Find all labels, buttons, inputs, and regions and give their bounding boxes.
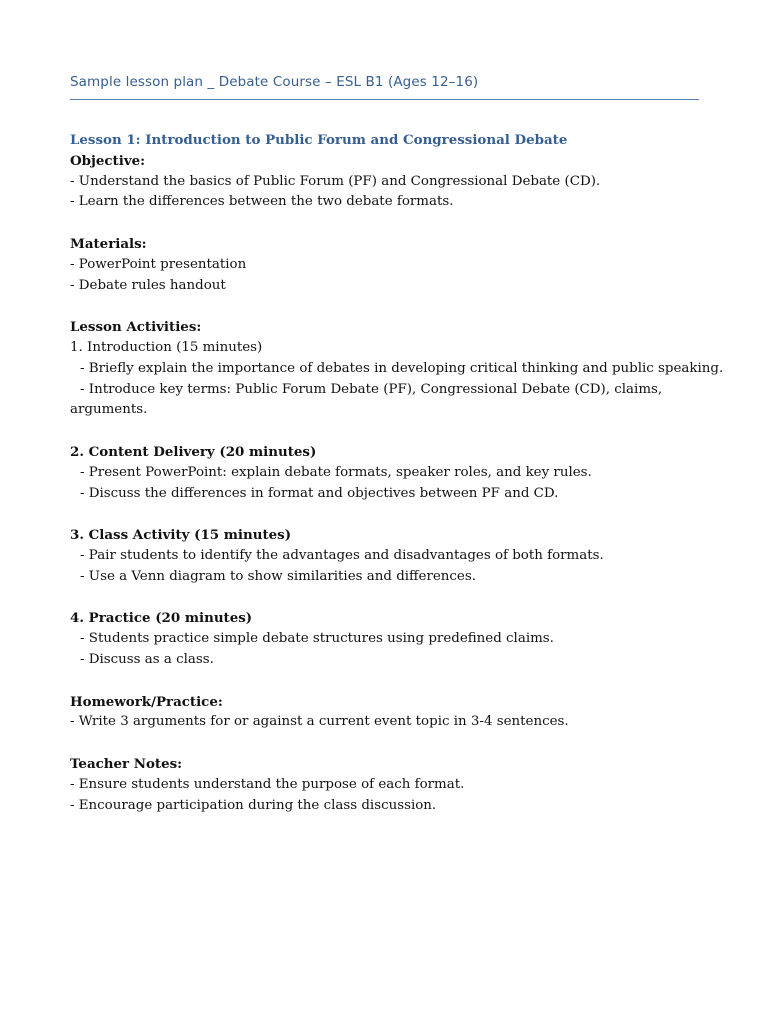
page-header <box>70 72 699 100</box>
activity-item: - Present PowerPoint: explain debate formats, speaker roles, and key rules. <box>80 464 592 480</box>
materials-item: - PowerPoint presentation <box>70 256 247 272</box>
spacer <box>70 296 710 317</box>
objective-heading: Objective: <box>70 152 146 169</box>
materials-heading: Materials: <box>70 235 147 252</box>
activity-item: - Introduce key terms: Public Forum Debate (PF), Congressional Debate (CD), claims, <box>80 381 663 397</box>
activity-step-title: 4. Practice (20 minutes) <box>70 610 253 627</box>
objective-item: - Understand the basics of Public Forum (PF) and Congressional Debate (CD). <box>70 173 601 189</box>
spacer <box>70 421 710 442</box>
activity-item-wrap: arguments. <box>70 402 148 418</box>
activity-item: - Discuss as a class. <box>80 651 214 667</box>
activity-step-title: 1. Introduction (15 minutes) <box>70 339 263 355</box>
activity-item: - Use a Venn diagram to show similarities and differences. <box>80 568 476 584</box>
objective-item: - Learn the differences between the two debate formats. <box>70 194 454 210</box>
document-title: Sample lesson plan _ Debate Course – ESL B1 (Ages 12–16) <box>70 74 479 90</box>
activity-item: - Students practice simple debate structures using predefined claims. <box>80 631 554 647</box>
spacer <box>70 213 710 234</box>
materials-item: - Debate rules handout <box>70 277 226 293</box>
activities-heading: Lesson Activities: <box>70 319 202 336</box>
activity-item: - Briefly explain the importance of debates in developing critical thinking and public speaking. <box>80 360 724 376</box>
activity-step-title: 2. Content Delivery (20 minutes) <box>70 443 317 460</box>
lesson-title: Lesson 1: Introduction to Public Forum and Congressional Debate <box>70 132 568 148</box>
spacer <box>70 504 710 525</box>
homework-item: - Write 3 arguments for or against a current event topic in 3-4 sentences. <box>70 714 569 730</box>
notes-item: - Ensure students understand the purpose of each format. <box>70 776 465 792</box>
spacer <box>70 671 710 692</box>
activity-item: - Discuss the differences in format and objectives between PF and CD. <box>80 485 559 501</box>
homework-heading: Homework/Practice: <box>70 693 223 710</box>
spacer <box>70 588 710 609</box>
lesson-body <box>70 130 724 816</box>
activity-item: - Pair students to identify the advantages and disadvantages of both formats. <box>80 547 604 563</box>
notes-item: - Encourage participation during the class discussion. <box>70 797 437 813</box>
notes-heading: Teacher Notes: <box>70 755 183 772</box>
spacer <box>70 733 710 754</box>
activity-step-title: 3. Class Activity (15 minutes) <box>70 527 292 544</box>
